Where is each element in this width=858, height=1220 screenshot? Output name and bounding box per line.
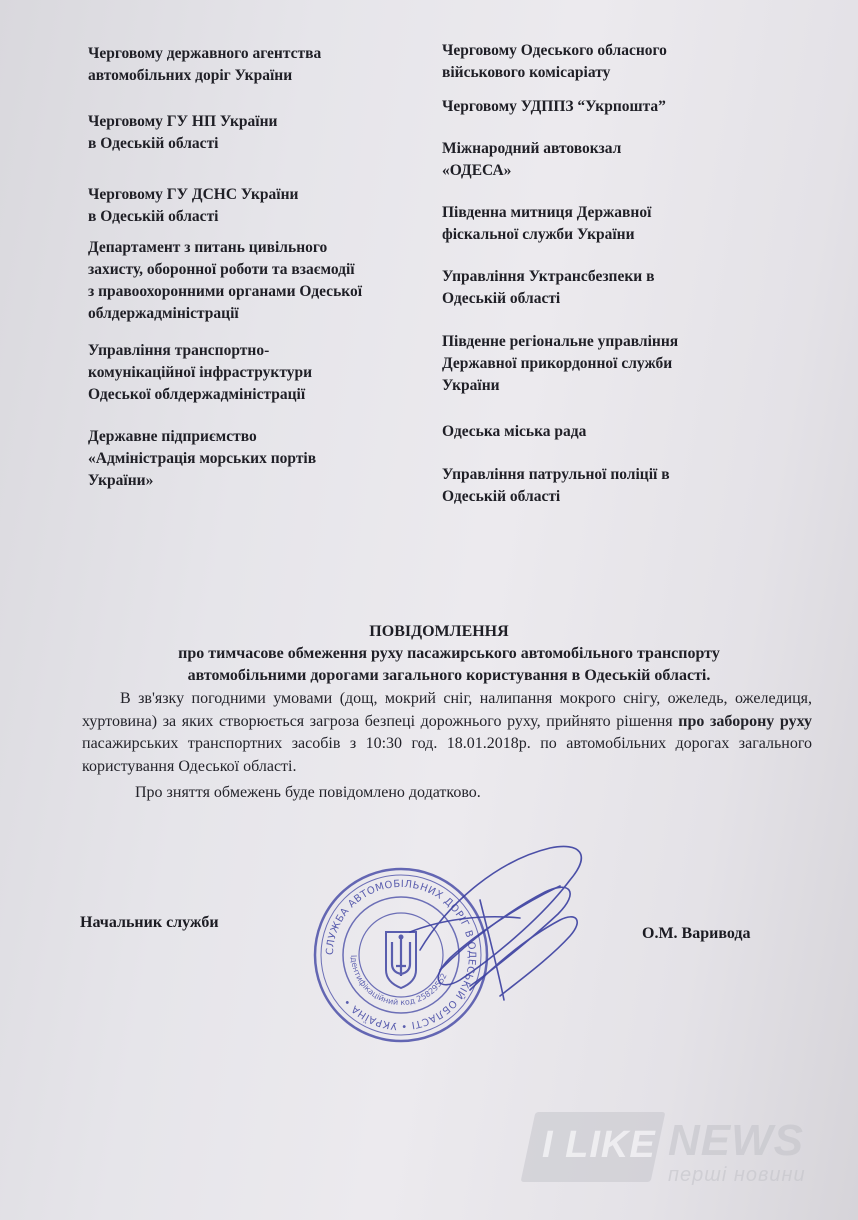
watermark-brand-left: I LIKE [542, 1124, 656, 1166]
recipient-left-1: Черговому державного агентства автомобільних доріг України [88, 45, 322, 84]
recipient-right-5: Управління Уктрансбезпеки в Одеській області [442, 268, 655, 307]
recipient-right-6: Південне регіональне управління Державної прикордонної служби України [442, 333, 679, 394]
recipient-left-4: Департамент з питань цивільного захисту, оборонної роботи та взаємодії з правоохоронними органами Одеської облдержадміністрації [88, 239, 363, 322]
notice-subtitle-line1: про тимчасове обмеження руху пасажирського автомобільного транспорту [178, 645, 720, 662]
notice-paragraph-2: Про зняття обмежень буде повідомлено додатково. [135, 784, 481, 801]
stamp-inner-text: Ідентифікаційний код 25829552 [348, 954, 449, 1008]
recipient-right-4: Південна митниця Державної фіскальної служби України [442, 204, 652, 243]
signatory-position: Начальник служби [80, 914, 219, 931]
paragraph-1-text-start: В зв'язку погодними умовами (дощ, мокрий сніг, налипання мокрого снігу, ожеледь, ожеледиця, хуртовина) за яких створюється загроза безпеці дорожнього руху, прийнято рішення [82, 690, 812, 730]
recipient-right-8: Управління патрульної поліції в Одеській області [442, 466, 670, 505]
watermark-brand-right: NEWS [668, 1116, 804, 1165]
notice-paragraph-1 [82, 688, 812, 778]
notice-title: ПОВІДОМЛЕННЯ [369, 623, 509, 640]
recipient-right-1: Черговому Одеського обласного військового комісаріату [442, 42, 667, 81]
recipient-left-2: Черговому ГУ НП України в Одеській області [88, 113, 278, 152]
paragraph-1-bold-phrase: про заборону руху [678, 712, 812, 730]
news-watermark [528, 1112, 838, 1192]
notice-body [82, 688, 812, 805]
recipient-right-2: Черговому УДППЗ “Укрпошта” [442, 98, 666, 115]
stamp-outer-text: СЛУЖБА АВТОМОБІЛЬНИХ ДОРІГ В ОДЕСЬКІЙ ОБЛАСТІ • УКРАЇНА • [324, 878, 478, 1032]
signatory-name: О.М. Варивода [642, 925, 751, 942]
handwritten-signature [380, 840, 600, 1010]
recipient-left-6: Державне підприємство «Адміністрація морських портів України» [88, 428, 317, 489]
recipient-left-5: Управління транспортно- комунікаційної інфраструктури Одеської облдержадміністрації [88, 342, 313, 403]
paragraph-1-text-end: пасажирських транспортних засобів з 10:30 год. 18.01.2018р. по автомобільних дорогах загального користування Одеської області. [82, 735, 812, 775]
watermark-tagline: перші новини [668, 1164, 806, 1186]
recipient-left-3: Черговому ГУ ДСНС України в Одеській області [88, 186, 299, 225]
notice-subtitle-line2: автомобільними дорогами загального користування в Одеській області. [187, 667, 711, 684]
recipient-right-7: Одеська міська рада [442, 423, 587, 440]
recipient-right-3: Міжнародний автовокзал «ОДЕСА» [442, 140, 622, 179]
